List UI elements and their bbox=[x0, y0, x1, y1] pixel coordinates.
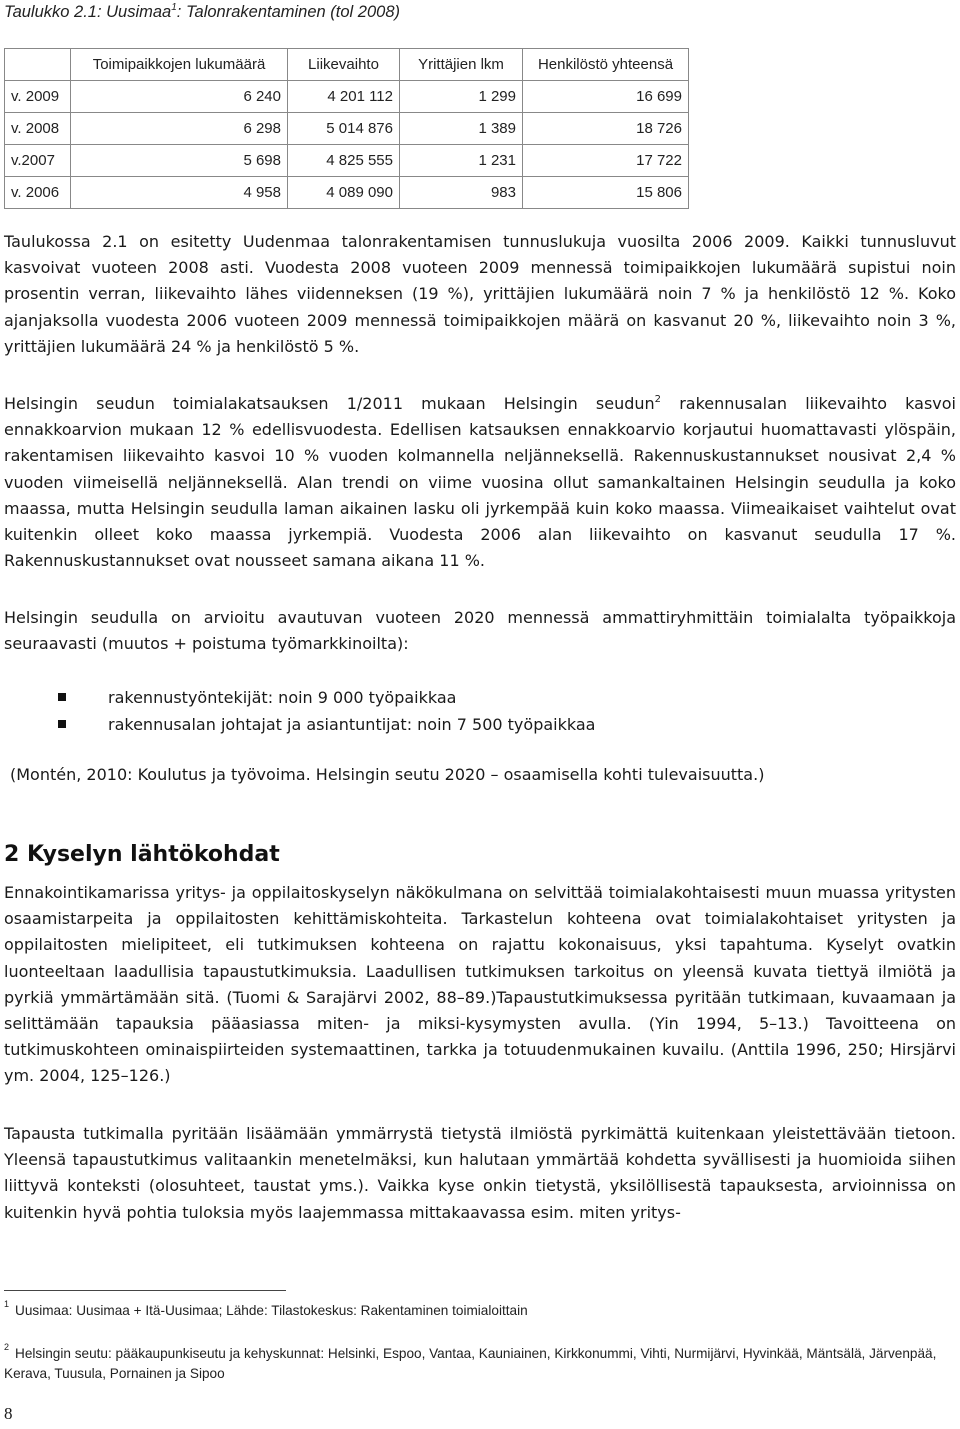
paragraph-case-study: Tapausta tutkimalla pyritään lisäämään ymmärrystä tietystä ilmiöstä pyrkimättä kuitenkaan yleistettävään tietoon. Yleensä tapaustutkimus valitaankin menetelmäksi, kun halutaan ymmärtää kohdetta syvällisesti ja huomioida siihen liittyvä konteksti (olosuhteet, taustat yms.). Vaikka kyse onkin tietystä, yksilöllisestä tapauksesta, arvioinnissa on kuitenkin hyvä pohtia tuloksia myös laajemmassa mittakaavassa esim. miten yritys- bbox=[4, 1124, 956, 1222]
table-cell: 4 825 555 bbox=[288, 145, 400, 177]
table-header-cell: Yrittäjien lkm bbox=[400, 49, 523, 81]
table-cell: 6 298 bbox=[71, 113, 288, 145]
table-cell: 5 698 bbox=[71, 145, 288, 177]
table-cell: 4 201 112 bbox=[288, 81, 400, 113]
table-row bbox=[5, 81, 689, 113]
page-number: 8 bbox=[4, 1404, 13, 1423]
table-cell: 1 299 bbox=[400, 81, 523, 113]
table-cell: 1 231 bbox=[400, 145, 523, 177]
table-cell: 6 240 bbox=[71, 81, 288, 113]
table-cell-year: v. 2008 bbox=[5, 113, 71, 145]
footnote-ref-1[interactable]: 1 bbox=[171, 2, 177, 13]
table-cell: 4 089 090 bbox=[288, 177, 400, 209]
table-cell: 983 bbox=[400, 177, 523, 209]
paragraph-helsinki-review: Helsingin seudun toimialakatsauksen 1/2011 mukaan Helsingin seudun$^2$ rakennusalan liikevaihto kasvoi ennakkoarvion mukaan 12 % edellisvuodesta. Edellisen katsauksen ennakkoarvio korjautui huomattavasti ylöspäin, rakentamisen liikevaihto kasvoi 10 % vuoden kolmannella neljänneksellä. Rakennuskustannukset nousivat 2,4 % vuoden viimeisellä neljänneksellä. Alan trendi on viime vuosina ollut samankaltainen Helsingin seudulla ja koko maassa, mutta Helsingin seudulla laman aikainen lasku oli jyrkempää kuin koko maassa. Viimeaikaiset vaihtelut ovat kuitenkin olleet koko maassa jyrkempiä. Vuodesta 2006 alan liikevaihto on kasvanut seudulla 17 %. Rakennuskustannukset ovat nousseet samana aikana 11 %. bbox=[4, 394, 956, 571]
section-heading: 2 Kyselyn lähtökohdat bbox=[4, 842, 280, 867]
footnote-1: $^1$ Uusimaa: Uusimaa + Itä-Uusimaa; Lähde: Tilastokeskus: Rakentaminen toimialoittain bbox=[4, 1299, 528, 1318]
table-cell-year: v.2007 bbox=[5, 145, 71, 177]
table-row bbox=[5, 177, 689, 209]
table-header-row bbox=[5, 49, 689, 81]
table-cell-year: v. 2009 bbox=[5, 81, 71, 113]
table-cell: 15 806 bbox=[523, 177, 689, 209]
paragraph-survey-basis: Ennakointikamarissa yritys- ja oppilaitoskyselyn näkökulmana on selvittää toimialakohtaisesti muun muassa yritysten osaamistarpeita ja oppilaitosten kehittämiskohteita. Tarkastelun kohteena ovat toimialakohtaiset yritysten ja oppilaitosten mielipiteet, eli tutkimuksen kohteena on rajattu kokonaisuus, yksi tapahtuma. Kyselyt ovatkin luonteeltaan laadullisia tapaustutkimuksia. Laadullisen tutkimuksen tarkoitus on yleensä kuvata tiettyä ilmiötä ja pyrkiä ymmärtämään sitä. (Tuomi & Sarajärvi 2002, 88–89.)Tapaustutkimuksessa pyritään tutkimaan, kuvaamaan ja selittämään tapauksia pääasiassa miten- ja miksi-kysymysten avulla. (Yin 1994, 5–13.) Tavoitteena on tutkimuskohteen ominaispiirteiden systemaattinen, tarkka ja totuudenmukainen kuvailu. (Anttila 1996, 250; Hirsjärvi ym. 2004, 125–126.) bbox=[4, 883, 956, 1086]
citation: (Montén, 2010: Koulutus ja työvoima. Helsingin seutu 2020 – osaamisella kohti tulevaisuutta.) bbox=[10, 765, 765, 784]
table-cell: 1 389 bbox=[400, 113, 523, 145]
paragraph-job-forecast: Helsingin seudulla on arvioitu avautuvan vuoteen 2020 mennessä ammattiryhmittäin toimialalta työpaikkoja seuraavasti (muutos + poistuma työmarkkinoilta): bbox=[4, 608, 956, 654]
table-caption: Taulukko 2.1: Uusimaa$^1$: Talonrakentaminen (tol 2008) bbox=[4, 2, 400, 21]
footnote-2: $^2$ Helsingin seutu: pääkaupunkiseutu ja kehyskunnat: Helsinki, Espoo, Vantaa, Kauniainen, Kirkkonummi, Vihti, Nurmijärvi, Hyvinkää, Mäntsälä, Järvenpää, Kerava, Tuusula, Pornainen ja Sipoo bbox=[4, 1342, 937, 1381]
table-row bbox=[5, 113, 689, 145]
bullet-square-icon bbox=[58, 720, 66, 728]
table-cell: 17 722 bbox=[523, 145, 689, 177]
construction-stats-table bbox=[4, 48, 689, 209]
table-header-cell: Liikevaihto bbox=[288, 49, 400, 81]
footnote-divider bbox=[4, 1290, 286, 1291]
table-cell: 4 958 bbox=[71, 177, 288, 209]
bullet-square-icon bbox=[58, 693, 66, 701]
paragraph-table-summary: Taulukossa 2.1 on esitetty Uudenmaa talonrakentamisen tunnuslukuja vuosilta 2006 2009. Kaikki tunnusluvut kasvoivat vuoteen 2008 asti. Vuodesta 2008 vuoteen 2009 mennessä toimipaikkojen lukumäärä supistui noin prosentin verran, liikevaihto lähes viidenneksen (19 %), yrittäjien lukumäärä noin 7 % ja henkilöstö 12 %. Koko ajanjaksolla vuodesta 2006 vuoteen 2009 mennessä toimipaikkojen määrä on kasvanut 20 %, liikevaihto noin 3 %, yrittäjien lukumäärä 24 % ja henkilöstö 5 %. bbox=[4, 232, 956, 356]
table-cell: 16 699 bbox=[523, 81, 689, 113]
job-forecast-list bbox=[56, 684, 936, 738]
table-cell: 18 726 bbox=[523, 113, 689, 145]
table-header-cell bbox=[5, 49, 71, 81]
table-cell: 5 014 876 bbox=[288, 113, 400, 145]
footnote-ref-2[interactable]: 2 bbox=[654, 394, 662, 405]
table-header-cell: Henkilöstö yhteensä bbox=[523, 49, 689, 81]
list-item: rakennustyöntekijät: noin 9 000 työpaikkaa bbox=[56, 684, 936, 711]
table-row bbox=[5, 145, 689, 177]
table-cell-year: v. 2006 bbox=[5, 177, 71, 209]
table-header-cell: Toimipaikkojen lukumäärä bbox=[71, 49, 288, 81]
list-item: rakennusalan johtajat ja asiantuntijat: noin 7 500 työpaikkaa bbox=[56, 711, 936, 738]
